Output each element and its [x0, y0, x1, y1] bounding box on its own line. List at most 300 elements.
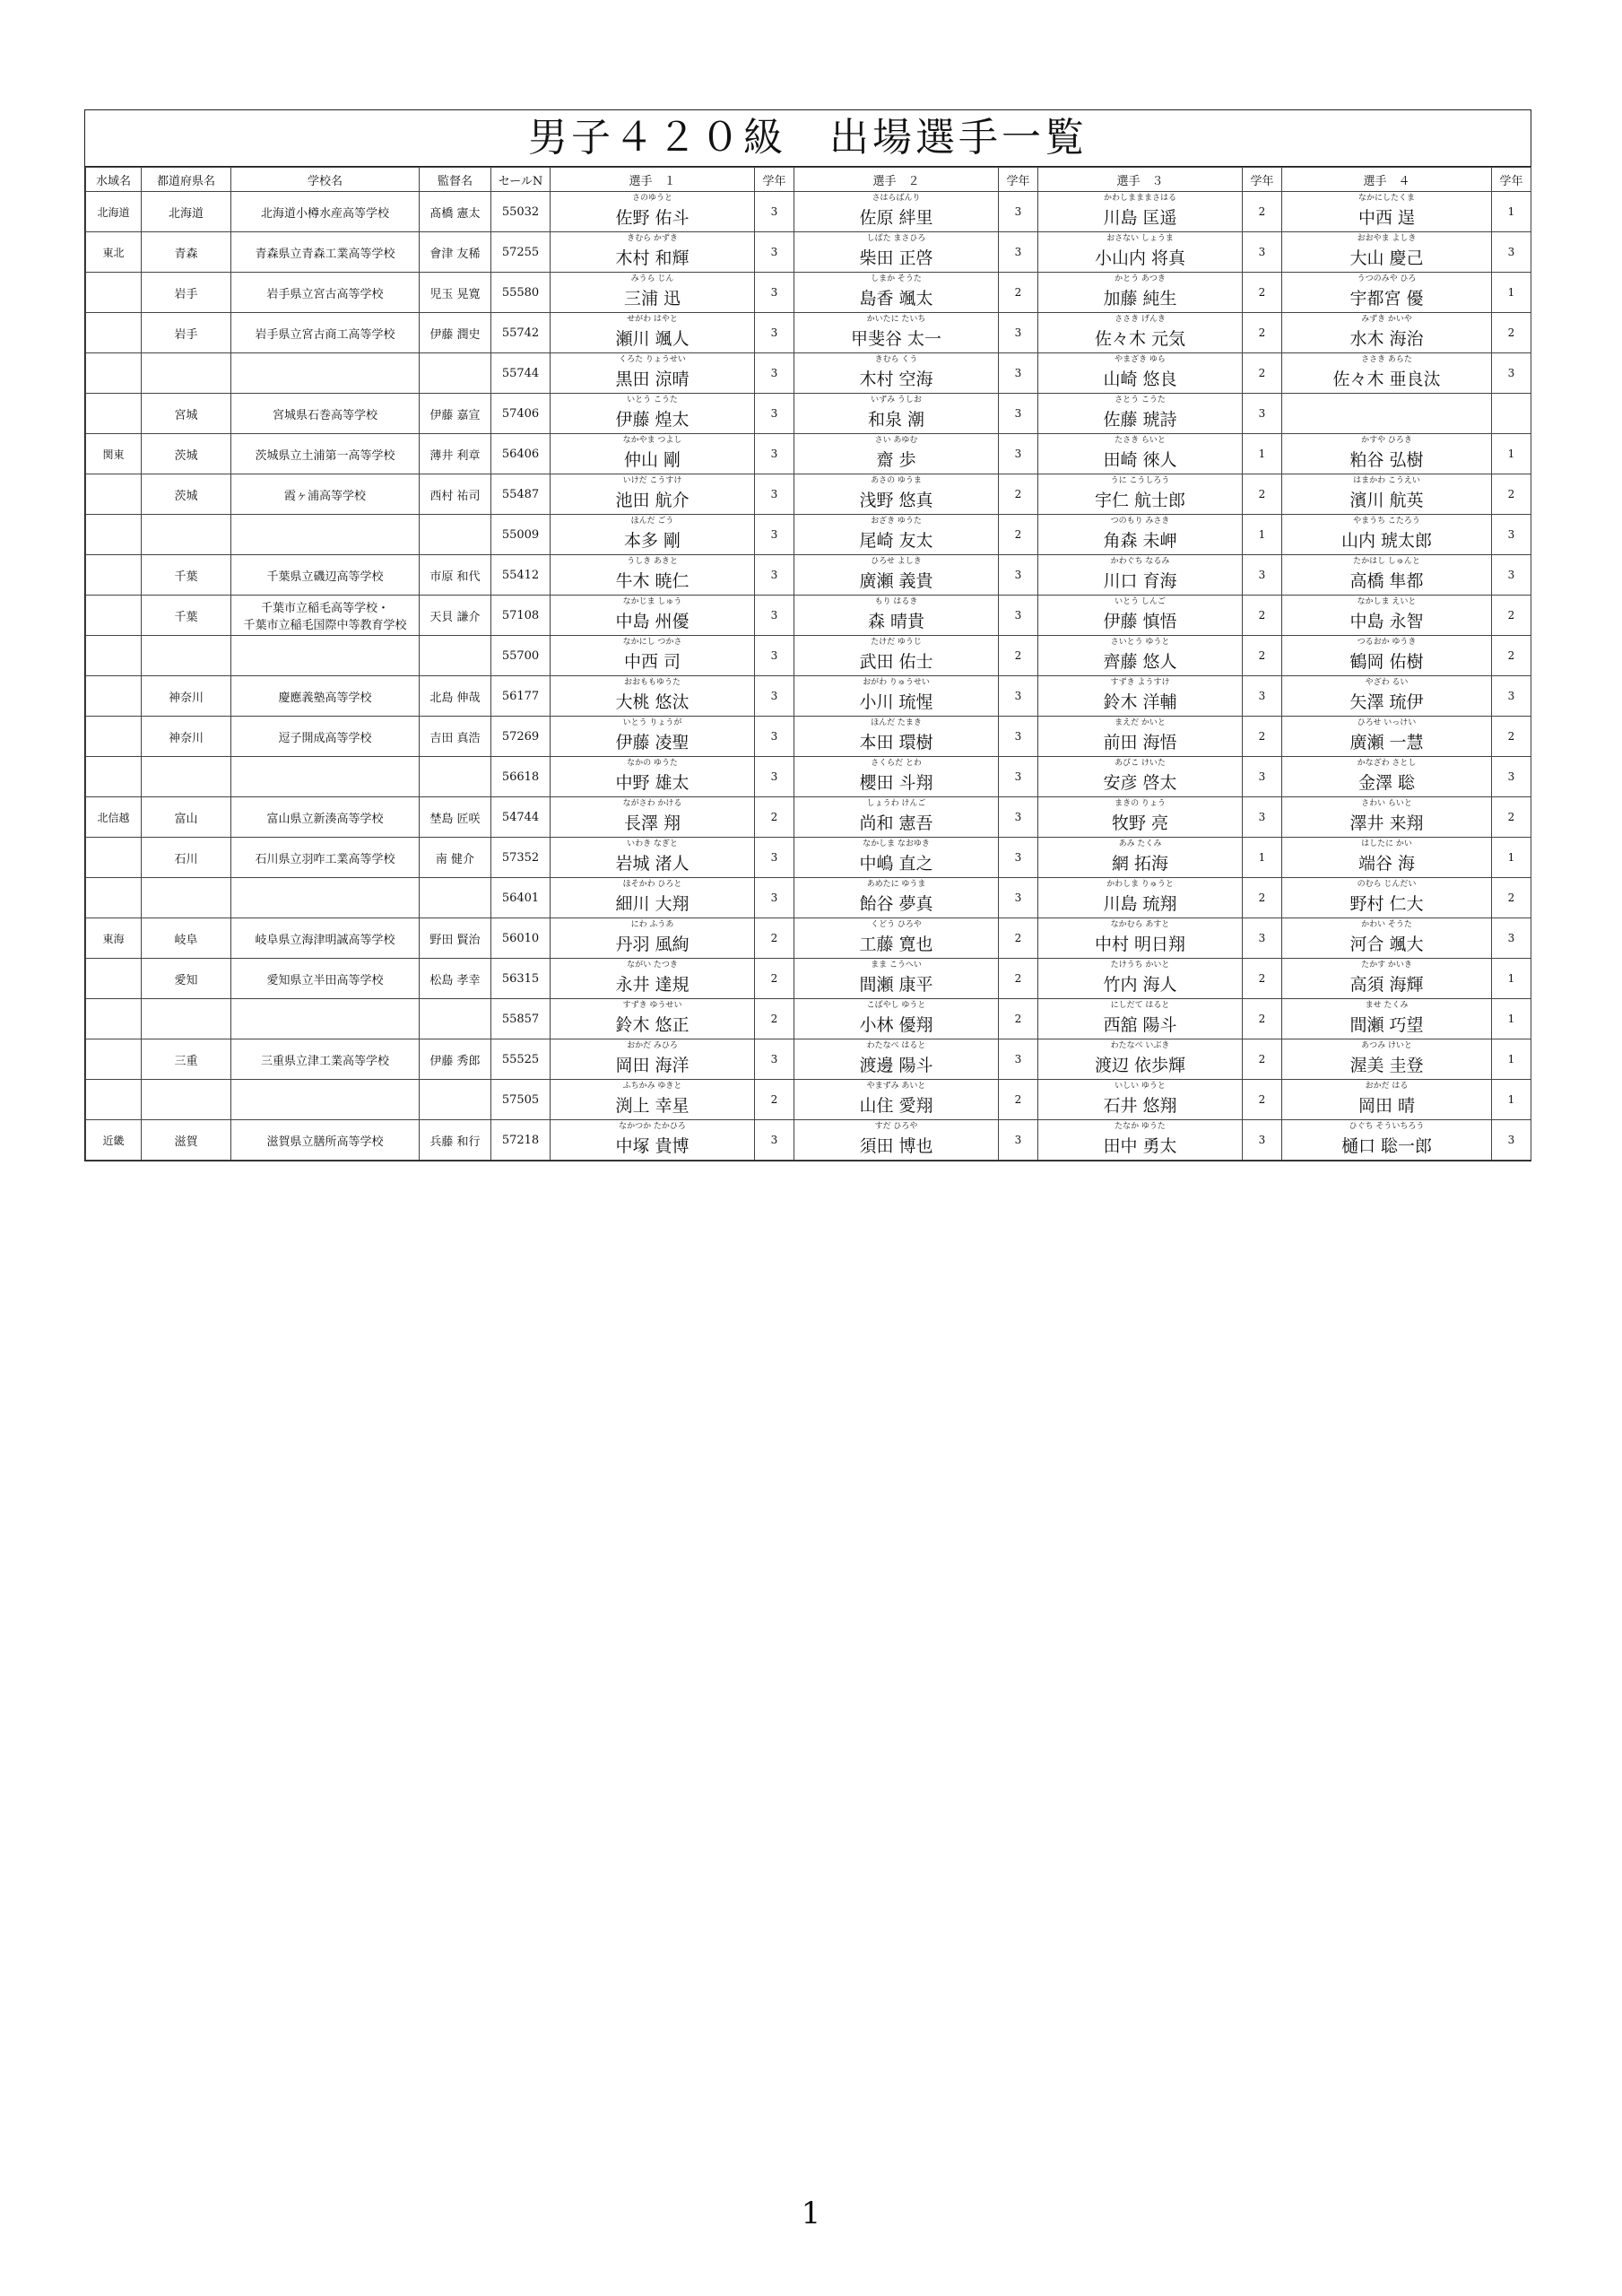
player-cell: [794, 1039, 999, 1080]
coach-name-cell: 天貝 謙介: [420, 596, 491, 636]
school-name-cell: 岩手県立宮古商工高等学校: [231, 313, 420, 353]
player-cell: [551, 596, 755, 636]
player-cell: [794, 192, 999, 232]
player-name: 永井 達規: [615, 975, 690, 995]
player-cell: [794, 1080, 999, 1120]
player-name: 高橋 隼都: [1349, 571, 1424, 591]
player-name: 牛木 暁仁: [615, 571, 690, 591]
grade-cell: 3: [1492, 1120, 1531, 1161]
school-name-cell: 愛知県立半田高等学校: [231, 959, 420, 999]
sail-number-cell: 55700: [491, 636, 551, 676]
table-row: [86, 515, 1531, 555]
player-kana: なかしま えいと: [1357, 597, 1417, 606]
player-kana: あみ たくみ: [1118, 839, 1162, 848]
player-name: 岩城 渚人: [615, 854, 690, 874]
school-name-cell: 青森県立青森工業高等学校: [231, 232, 420, 273]
player-kana: うしき あきと: [627, 557, 678, 566]
player-kana: たけうち かいと: [1110, 961, 1170, 970]
school-name-cell: 滋賀県立膳所高等学校: [231, 1120, 420, 1161]
player-cell: [1038, 999, 1243, 1039]
sail-number-cell: 57269: [491, 717, 551, 757]
grade-cell: 3: [999, 757, 1038, 797]
player-name: 佐々木 元気: [1094, 329, 1186, 349]
player-kana: かわしまままさはる: [1103, 194, 1176, 203]
coach-name-cell: [420, 515, 491, 555]
player-kana: さはらばんり: [872, 194, 921, 203]
grade-cell: 2: [1243, 959, 1282, 999]
player-cell: [794, 394, 999, 434]
player-cell: [1282, 676, 1492, 717]
player-kana: なかしま なおゆき: [863, 839, 930, 848]
coach-name-cell: 西村 祐司: [420, 474, 491, 515]
player-cell: [794, 838, 999, 878]
player-name: 中島 州優: [615, 612, 690, 631]
player-name: 武田 佑士: [859, 652, 933, 672]
player-cell: [1282, 394, 1492, 434]
grade-cell: 2: [755, 1080, 794, 1120]
grade-cell: 1: [1492, 1039, 1531, 1080]
school-name-cell: 千葉県立磯辺高等学校: [231, 555, 420, 596]
player-cell: [551, 878, 755, 918]
grade-cell: 2: [1243, 273, 1282, 313]
grade-cell: 1: [1492, 838, 1531, 878]
player-kana: なかにし つかさ: [622, 638, 682, 647]
player-name: 岡田 海洋: [615, 1056, 690, 1075]
player-name: 樋口 聡一郎: [1340, 1136, 1433, 1156]
player-kana: いしい ゆうと: [1115, 1082, 1166, 1091]
player-name: 齋 歩: [876, 450, 916, 470]
player-kana: やまうち こたろう: [1353, 517, 1420, 526]
region-cell: [86, 394, 142, 434]
region-cell: 関東: [86, 434, 142, 474]
sail-number-cell: 57218: [491, 1120, 551, 1161]
grade-cell: 3: [999, 596, 1038, 636]
player-kana: あさの ゆうま: [871, 476, 922, 485]
player-cell: [1038, 1120, 1243, 1161]
sail-number-cell: 55487: [491, 474, 551, 515]
player-name: 河合 颯大: [1349, 935, 1424, 954]
player-kana: うつのみや ひろ: [1357, 274, 1417, 283]
player-kana: やまずみ あいと: [866, 1082, 926, 1091]
player-cell: [1038, 636, 1243, 676]
table-row: [86, 838, 1531, 878]
table-row: [86, 1039, 1531, 1080]
grade-cell: 2: [1243, 353, 1282, 394]
school-name-cell: [231, 878, 420, 918]
header-grade: 学年: [999, 168, 1038, 192]
player-name: 本田 環樹: [859, 733, 933, 752]
coach-name-cell: 北島 伸哉: [420, 676, 491, 717]
player-cell: [1282, 959, 1492, 999]
roster-table: [85, 167, 1531, 1161]
table-row: [86, 232, 1531, 273]
region-cell: 北海道: [86, 192, 142, 232]
grade-cell: 2: [1243, 1039, 1282, 1080]
player-kana: おがわ りゅうせい: [863, 678, 930, 687]
school-name-cell: [231, 999, 420, 1039]
coach-name-cell: 野田 賢治: [420, 918, 491, 959]
player-name: 角森 未岬: [1103, 531, 1177, 551]
player-name: 山崎 悠良: [1103, 370, 1177, 389]
grade-cell: 2: [1243, 313, 1282, 353]
coach-name-cell: [420, 999, 491, 1039]
sail-number-cell: 55412: [491, 555, 551, 596]
region-cell: [86, 999, 142, 1039]
player-name: 川島 匡遥: [1103, 208, 1177, 228]
grade-cell: 1: [1492, 999, 1531, 1039]
player-cell: [1282, 757, 1492, 797]
player-kana: かすや ひろき: [1361, 436, 1412, 445]
player-kana: ませ たくみ: [1365, 1001, 1409, 1010]
player-name: 高須 海輝: [1349, 975, 1424, 995]
player-kana: かとう あつき: [1115, 274, 1166, 283]
roster-body: [86, 192, 1531, 1161]
player-cell: [551, 273, 755, 313]
grade-cell: 2: [999, 918, 1038, 959]
player-kana: かわい そうた: [1361, 920, 1412, 929]
player-kana: たかはし しゅんと: [1353, 557, 1420, 566]
player-kana: くろた りょうせい: [619, 355, 686, 364]
grade-cell: 3: [1243, 394, 1282, 434]
player-cell: [794, 636, 999, 676]
grade-cell: 3: [755, 1120, 794, 1161]
region-cell: [86, 717, 142, 757]
coach-name-cell: 埜島 匠咲: [420, 797, 491, 838]
player-kana: あつみ けいと: [1361, 1041, 1412, 1050]
prefecture-cell: 滋賀: [142, 1120, 231, 1161]
sail-number-cell: 57352: [491, 838, 551, 878]
header-player-2: 選手 ２: [794, 168, 999, 192]
player-name: 伊藤 慎悟: [1103, 612, 1177, 631]
header-player-3: 選手 ３: [1038, 168, 1243, 192]
player-cell: [551, 676, 755, 717]
player-cell: [794, 596, 999, 636]
grade-cell: 3: [755, 474, 794, 515]
region-cell: [86, 596, 142, 636]
player-cell: [551, 717, 755, 757]
player-cell: [1038, 838, 1243, 878]
coach-name-cell: [420, 353, 491, 394]
player-cell: [794, 555, 999, 596]
player-kana: やまざき ゆら: [1115, 355, 1166, 364]
player-kana: なかつか たかひろ: [619, 1122, 686, 1131]
grade-cell: 3: [1492, 676, 1531, 717]
player-kana: あめたに ゆうま: [866, 880, 926, 889]
player-cell: [1038, 918, 1243, 959]
player-name: 渥美 圭登: [1349, 1056, 1424, 1075]
player-cell: [794, 273, 999, 313]
player-kana: なかやま つよし: [622, 436, 682, 445]
player-name: 安彦 啓太: [1103, 773, 1177, 793]
player-name: 飴谷 夢真: [859, 894, 933, 914]
player-kana: かわぐち なるみ: [1110, 557, 1170, 566]
prefecture-cell: 神奈川: [142, 676, 231, 717]
school-name-cell: 富山県立新湊高等学校: [231, 797, 420, 838]
player-cell: [794, 515, 999, 555]
player-kana: おざき ゆうた: [871, 517, 922, 526]
grade-cell: 3: [1492, 353, 1531, 394]
player-kana: はしたに かい: [1361, 839, 1412, 848]
player-cell: [551, 394, 755, 434]
player-name: 山内 琥太郎: [1340, 531, 1433, 551]
table-row: [86, 878, 1531, 918]
school-name-cell: [231, 757, 420, 797]
player-name: 中島 永智: [1349, 612, 1424, 631]
region-cell: 北信越: [86, 797, 142, 838]
player-kana: おかだ はる: [1365, 1082, 1409, 1091]
sail-number-cell: 55032: [491, 192, 551, 232]
player-kana: おさない しょうま: [1106, 234, 1174, 243]
prefecture-cell: 三重: [142, 1039, 231, 1080]
player-kana: なかの ゆうた: [627, 759, 678, 768]
grade-cell: 3: [755, 555, 794, 596]
player-name: 三浦 迅: [623, 289, 681, 309]
player-name: 西舘 陽斗: [1103, 1015, 1177, 1035]
grade-cell: 2: [1492, 313, 1531, 353]
region-cell: [86, 676, 142, 717]
player-name: 鈴木 悠正: [615, 1015, 690, 1035]
sail-number-cell: 55857: [491, 999, 551, 1039]
player-name: 齊藤 悠人: [1103, 652, 1177, 672]
region-cell: [86, 959, 142, 999]
player-name: 田崎 徠人: [1103, 450, 1177, 470]
player-kana: ほんだ たまき: [871, 718, 922, 727]
region-cell: [86, 757, 142, 797]
grade-cell: 2: [1243, 1080, 1282, 1120]
player-kana: しょうわ けんご: [866, 799, 926, 808]
region-cell: [86, 838, 142, 878]
player-cell: [1038, 192, 1243, 232]
grade-cell: 3: [1243, 1120, 1282, 1161]
player-kana: まえだ かいと: [1115, 718, 1166, 727]
player-name: 川口 育海: [1103, 571, 1177, 591]
region-cell: 東北: [86, 232, 142, 273]
player-kana: ひぐち そういちろう: [1349, 1122, 1425, 1131]
player-kana: せがわ はやと: [627, 315, 678, 324]
player-kana: うに こうしろう: [1110, 476, 1170, 485]
coach-name-cell: 伊藤 秀郎: [420, 1039, 491, 1080]
player-cell: [1038, 232, 1243, 273]
prefecture-cell: 茨城: [142, 474, 231, 515]
player-cell: [551, 474, 755, 515]
school-name-cell: [231, 1080, 420, 1120]
player-name: 加藤 純生: [1103, 289, 1177, 309]
grade-cell: 3: [999, 1039, 1038, 1080]
player-kana: おおももゆうた: [623, 678, 681, 687]
player-cell: [551, 434, 755, 474]
coach-name-cell: 會津 友稀: [420, 232, 491, 273]
coach-name-cell: 伊藤 嘉宣: [420, 394, 491, 434]
player-name: 中西 逞: [1357, 208, 1416, 228]
prefecture-cell: 北海道: [142, 192, 231, 232]
table-row: [86, 717, 1531, 757]
grade-cell: 3: [755, 273, 794, 313]
prefecture-cell: 愛知: [142, 959, 231, 999]
header-sail-number: セールN: [491, 168, 551, 192]
player-cell: [551, 838, 755, 878]
player-cell: [1038, 394, 1243, 434]
region-cell: [86, 474, 142, 515]
player-cell: [1282, 313, 1492, 353]
grade-cell: 3: [755, 394, 794, 434]
player-kana: かなざわ さとし: [1357, 759, 1417, 768]
school-name-cell: 逗子開成高等学校: [231, 717, 420, 757]
player-name: 前田 海悟: [1103, 733, 1177, 752]
player-kana: おおやま よしき: [1357, 234, 1417, 243]
player-name: 和泉 潮: [867, 410, 925, 430]
school-name-cell: [231, 353, 420, 394]
player-name: 鈴木 洋輔: [1103, 692, 1177, 712]
player-cell: [1038, 313, 1243, 353]
grade-cell: 2: [999, 273, 1038, 313]
coach-name-cell: 南 健介: [420, 838, 491, 878]
player-name: 尾崎 友太: [859, 531, 933, 551]
player-kana: いずみ うしお: [871, 396, 922, 404]
sail-number-cell: 56010: [491, 918, 551, 959]
table-row: [86, 273, 1531, 313]
coach-name-cell: [420, 1080, 491, 1120]
player-name: 網 拓海: [1111, 854, 1169, 874]
player-name: 大山 慶己: [1349, 248, 1424, 268]
grade-cell: 2: [999, 1080, 1038, 1120]
region-cell: [86, 353, 142, 394]
player-name: 澤井 来翔: [1349, 813, 1424, 833]
coach-name-cell: 吉田 真浩: [420, 717, 491, 757]
player-cell: [1282, 717, 1492, 757]
table-row: [86, 596, 1531, 636]
grade-cell: 3: [999, 394, 1038, 434]
header-grade: 学年: [1492, 168, 1531, 192]
school-name-cell: 岩手県立宮古高等学校: [231, 273, 420, 313]
grade-cell: 3: [999, 878, 1038, 918]
school-name-cell: 石川県立羽咋工業高等学校: [231, 838, 420, 878]
coach-name-cell: 市原 和代: [420, 555, 491, 596]
player-cell: [551, 636, 755, 676]
table-row: [86, 434, 1531, 474]
player-kana: ながさわ かける: [622, 799, 682, 808]
grade-cell: 3: [755, 838, 794, 878]
school-name-cell: 茨城県立土浦第一高等学校: [231, 434, 420, 474]
player-cell: [794, 474, 999, 515]
school-name-cell: 岐阜県立海津明誠高等学校: [231, 918, 420, 959]
player-kana: すずき ようすけ: [1110, 678, 1170, 687]
prefecture-cell: [142, 636, 231, 676]
player-cell: [794, 1120, 999, 1161]
prefecture-cell: [142, 515, 231, 555]
player-cell: [1282, 434, 1492, 474]
player-name: 島香 颯太: [859, 289, 933, 309]
player-cell: [551, 353, 755, 394]
player-name: 石井 悠翔: [1103, 1096, 1177, 1116]
player-kana: かわしま りゅうと: [1106, 880, 1174, 889]
sail-number-cell: 55525: [491, 1039, 551, 1080]
player-name: 本多 剛: [623, 531, 681, 551]
grade-cell: 3: [755, 757, 794, 797]
player-name: 山住 愛翔: [859, 1096, 933, 1116]
grade-cell: 2: [999, 474, 1038, 515]
prefecture-cell: [142, 999, 231, 1039]
table-row: [86, 1120, 1531, 1161]
player-kana: さとう こうた: [1115, 396, 1166, 404]
player-name: 牧野 亮: [1111, 813, 1169, 833]
player-kana: もり はるき: [874, 597, 918, 606]
sail-number-cell: 55009: [491, 515, 551, 555]
grade-cell: 2: [1243, 474, 1282, 515]
grade-cell: 2: [1243, 596, 1282, 636]
player-cell: [1282, 636, 1492, 676]
player-kana: しばた まさひろ: [866, 234, 926, 243]
player-cell: [794, 232, 999, 273]
sail-number-cell: 56401: [491, 878, 551, 918]
grade-cell: 2: [999, 636, 1038, 676]
grade-cell: 3: [755, 717, 794, 757]
prefecture-cell: 青森: [142, 232, 231, 273]
player-kana: さいとう ゆうと: [1110, 638, 1170, 647]
player-kana: いとう しんご: [1115, 597, 1166, 606]
school-name-cell: 千葉市立稲毛高等学校・ 千葉市立稲毛国際中等教育学校: [231, 596, 420, 636]
player-kana: きむら くう: [874, 355, 918, 364]
grade-cell: 2: [999, 515, 1038, 555]
sail-number-cell: 56618: [491, 757, 551, 797]
player-name: 須田 博也: [859, 1136, 933, 1156]
player-cell: [1038, 717, 1243, 757]
coach-name-cell: 伊藤 潤史: [420, 313, 491, 353]
player-cell: [551, 959, 755, 999]
player-kana: ひろせ いっけい: [1357, 718, 1417, 727]
player-name: 中村 明日翔: [1094, 935, 1186, 954]
player-name: 間瀬 康平: [859, 975, 933, 995]
player-kana: にわ ふうあ: [630, 920, 674, 929]
header-row: [86, 168, 1531, 192]
table-row: [86, 959, 1531, 999]
player-cell: [551, 999, 755, 1039]
player-name: 渡辺 依歩輝: [1094, 1056, 1186, 1075]
grade-cell: 3: [999, 797, 1038, 838]
table-row: [86, 636, 1531, 676]
player-name: 中野 雄太: [615, 773, 690, 793]
player-name: 佐藤 琥詩: [1103, 410, 1177, 430]
grade-cell: 3: [1243, 555, 1282, 596]
player-cell: [551, 192, 755, 232]
table-row: [86, 797, 1531, 838]
player-kana: わたなべ はると: [866, 1041, 926, 1050]
player-name: 柴田 正啓: [859, 248, 933, 268]
player-cell: [1038, 596, 1243, 636]
player-kana: すずき ゆうせい: [622, 1001, 682, 1010]
prefecture-cell: 宮城: [142, 394, 231, 434]
player-kana: みずき かいや: [1361, 315, 1412, 324]
player-name: 竹内 海人: [1103, 975, 1177, 995]
coach-name-cell: [420, 878, 491, 918]
player-kana: かいたに たいち: [866, 315, 926, 324]
player-name: 細川 大翔: [615, 894, 690, 914]
player-name: 端谷 海: [1357, 854, 1416, 874]
table-row: [86, 918, 1531, 959]
school-name-cell: 三重県立津工業高等学校: [231, 1039, 420, 1080]
player-name: 田中 勇太: [1103, 1136, 1177, 1156]
grade-cell: 3: [999, 232, 1038, 273]
player-name: 宇仁 航士郎: [1094, 491, 1186, 510]
player-cell: [1038, 1039, 1243, 1080]
prefecture-cell: 石川: [142, 838, 231, 878]
player-kana: たさき らいと: [1115, 436, 1166, 445]
prefecture-cell: 岩手: [142, 273, 231, 313]
grade-cell: 1: [1243, 515, 1282, 555]
grade-cell: 3: [755, 515, 794, 555]
grade-cell: 3: [999, 353, 1038, 394]
region-cell: [86, 313, 142, 353]
player-kana: いとう りょうが: [622, 718, 682, 727]
